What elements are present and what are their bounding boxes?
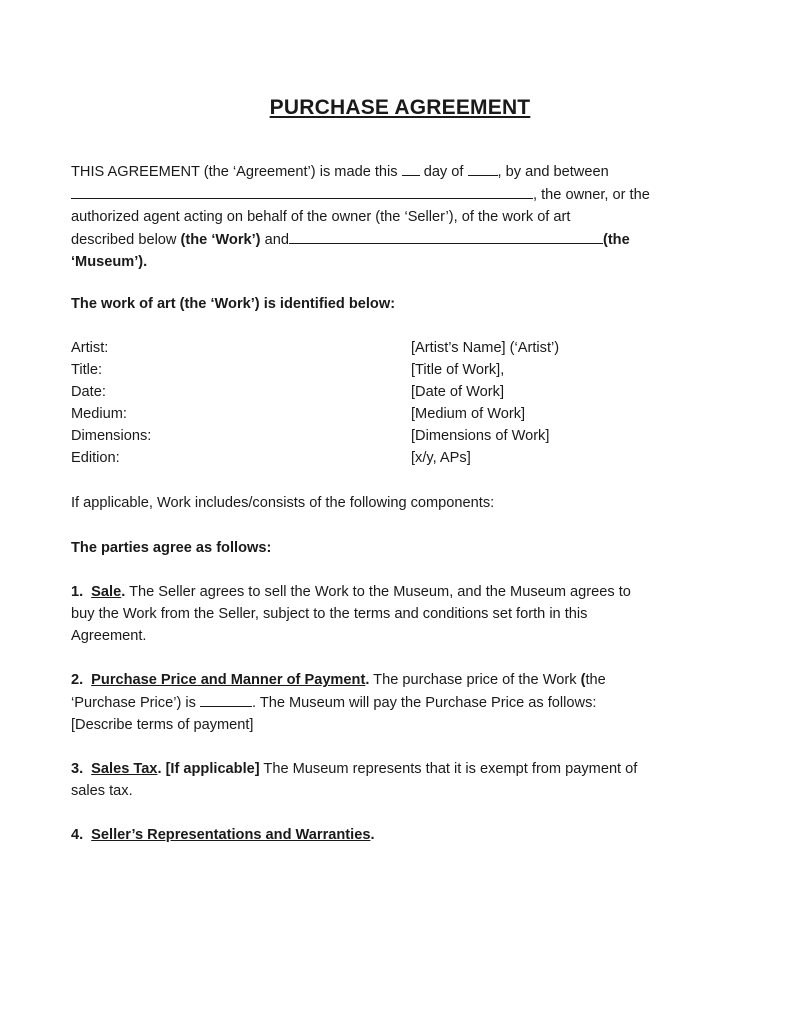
section-3-heading: Sales Tax xyxy=(91,761,158,777)
intro-line-5: ‘Museum’). xyxy=(71,254,148,270)
components-text: If applicable, Work includes/consists of the following components: xyxy=(71,495,495,511)
parties-heading: The parties agree as follows: xyxy=(71,540,272,556)
intro-line-4: described below (the ‘Work’) and (the xyxy=(71,228,736,251)
work-heading: The work of art (the ‘Work’) is identified below: xyxy=(71,296,396,312)
day-blank xyxy=(402,160,420,176)
field-row: Edition: [x/y, APs] xyxy=(71,450,471,466)
field-row: Medium: [Medium of Work] xyxy=(71,406,526,422)
section-2-purchase-price: 2. Purchase Price and Manner of Payment. The purchase price of the Work (the ‘Purchase Price’) is . The Museum will pay the Purchase Price as follows: [Describe terms of payment] xyxy=(71,672,606,733)
document-title: PURCHASE AGREEMENT xyxy=(269,96,531,119)
intro-line-1: THIS AGREEMENT (the ‘Agreement’) is made this day of , by and between xyxy=(71,160,736,183)
section-4-heading: Seller’s Representations and Warranties xyxy=(91,827,371,843)
field-row: Dimensions: [Dimensions of Work] xyxy=(71,428,550,444)
section-4-representations: 4. Seller’s Representations and Warranties. xyxy=(71,827,375,843)
field-row: Date: [Date of Work] xyxy=(71,384,504,400)
price-blank xyxy=(200,691,252,707)
month-blank xyxy=(468,160,498,176)
field-row: Artist: [Artist’s Name] (‘Artist’) xyxy=(71,340,560,356)
museum-name-blank xyxy=(289,228,603,244)
intro-line-3: authorized agent acting on behalf of the owner (the ‘Seller’), of the work of art xyxy=(71,209,571,225)
section-1-heading: Sale xyxy=(91,584,122,600)
owner-name-blank xyxy=(71,183,533,199)
intro-paragraph xyxy=(71,160,736,273)
section-3-sales-tax: 3. Sales Tax. [If applicable] The Museum represents that it is exempt from payment of sales tax. xyxy=(71,761,638,799)
work-fields xyxy=(71,337,736,469)
section-2-heading: Purchase Price and Manner of Payment xyxy=(91,672,366,688)
intro-line-2: , the owner, or the xyxy=(71,183,736,206)
section-1-sale: 1. Sale. The Seller agrees to sell the Work to the Museum, and the Museum agrees to buy the Work from the Seller, subject to the terms and conditions set forth in this Agreement. xyxy=(71,584,631,644)
field-row: Title: [Title of Work], xyxy=(71,362,505,378)
